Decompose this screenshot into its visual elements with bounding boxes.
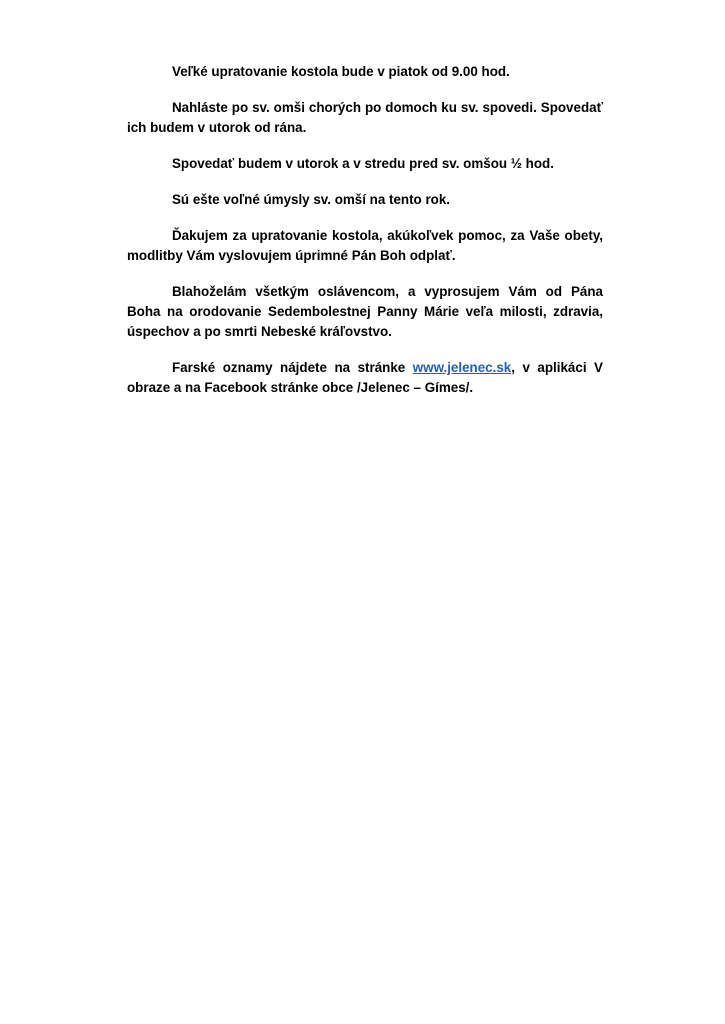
announcement-mass-intentions: Sú ešte voľné úmysly sv. omší na tento rok.	[172, 192, 451, 207]
announcement-confession-times: Spovedať budem v utorok a v stredu pred sv. omšou ½ hod.	[172, 156, 554, 171]
website-text-after: , v aplikáci V obraze a na Facebook stránke obce /Jelenec – Gímes/.	[127, 360, 603, 395]
announcement-website	[127, 358, 603, 398]
website-text-before: Farské oznamy nájdete na stránke	[172, 360, 413, 375]
website-link[interactable]: www.jelenec.sk	[412, 360, 512, 375]
announcement-thanks: Ďakujem za upratovanie kostola, akúkoľvek pomoc, za Vaše obety, modlitby Vám vyslovujem úprimné Pán Boh odplať.	[127, 228, 603, 263]
announcement-cleaning: Veľké upratovanie kostola bude v piatok od 9.00 hod.	[172, 64, 510, 79]
announcements-body	[127, 62, 603, 414]
announcement-congratulations: Blahoželám všetkým oslávencom, a vyprosujem Vám od Pána Boha na orodovanie Sedembolestnej Panny Márie veľa milosti, zdravia, úspechov a po smrti Nebeské kráľovstvo.	[127, 284, 603, 339]
announcement-sick-confession: Nahláste po sv. omši chorých po domoch ku sv. spovedi. Spovedať ich budem v utorok od rána.	[127, 100, 603, 135]
